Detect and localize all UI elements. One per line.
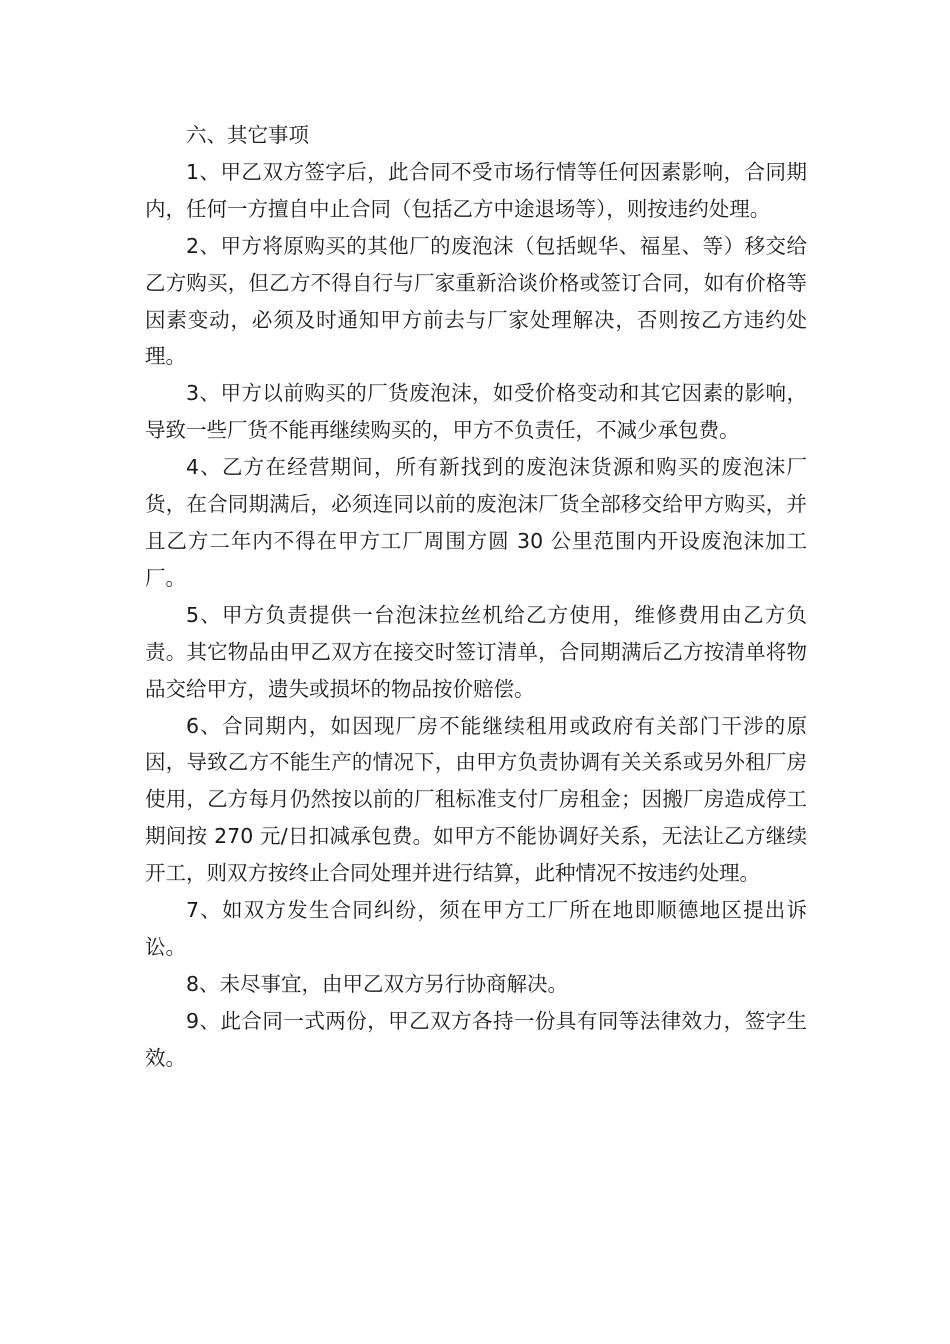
clause-4: 4、乙方在经营期间，所有新找到的废泡沫货源和购买的废泡沫厂货，在合同期满后，必须连同以前的废泡沫厂货全部移交给甲方购买，并且乙方二年内不得在甲方工厂周围方圆 30 公里范围内开设废泡沫加工厂。 — [145, 455, 807, 590]
document-body — [145, 117, 807, 1077]
clause-1: 1、甲乙双方签字后，此合同不受市场行情等任何因素影响，合同期内，任何一方擅自中止合同（包括乙方中途退场等），则按违约处理。 — [145, 159, 807, 221]
clause-7: 7、如双方发生合同纠纷，须在甲方工厂所在地即顺德地区提出诉讼。 — [145, 898, 807, 959]
clause-5: 5、甲方负责提供一台泡沫拉丝机给乙方使用，维修费用由乙方负责。其它物品由甲乙双方在接交时签订清单，合同期满后乙方按清单将物品交给甲方，遗失或损坏的物品按价赔偿。 — [145, 602, 807, 701]
clause-6: 6、合同期内，如因现厂房不能继续租用或政府有关部门干涉的原因，导致乙方不能生产的情况下，由甲方负责协调有关关系或另外租厂房使用，乙方每月仍然按以前的厂租标准支付厂房租金；因搬厂房造成停工期间按 270 元/日扣减承包费。如甲方不能协调好关系，无法让乙方继续开工，则双方按终止合同处理并进行结算，此种情况不按违约处理。 — [145, 713, 807, 886]
clause-3: 3、甲方以前购买的厂货废泡沫，如受价格变动和其它因素的影响，导致一些厂货不能再继续购买的，甲方不负责任，不减少承包费。 — [145, 381, 807, 443]
clause-8: 8、未尽事宜，由甲乙双方另行协商解决。 — [186, 971, 569, 996]
section-heading: 六、其它事项 — [186, 123, 309, 147]
clause-9: 9、此合同一式两份，甲乙双方各持一份具有同等法律效力，签字生效。 — [145, 1008, 807, 1070]
clause-2: 2、甲方将原购买的其他厂的废泡沫（包括蚬华、福星、等）移交给乙方购买，但乙方不得自行与厂家重新洽谈价格或签订合同，如有价格等因素变动，必须及时通知甲方前去与厂家处理解决，否则按乙方违约处理。 — [145, 233, 807, 369]
